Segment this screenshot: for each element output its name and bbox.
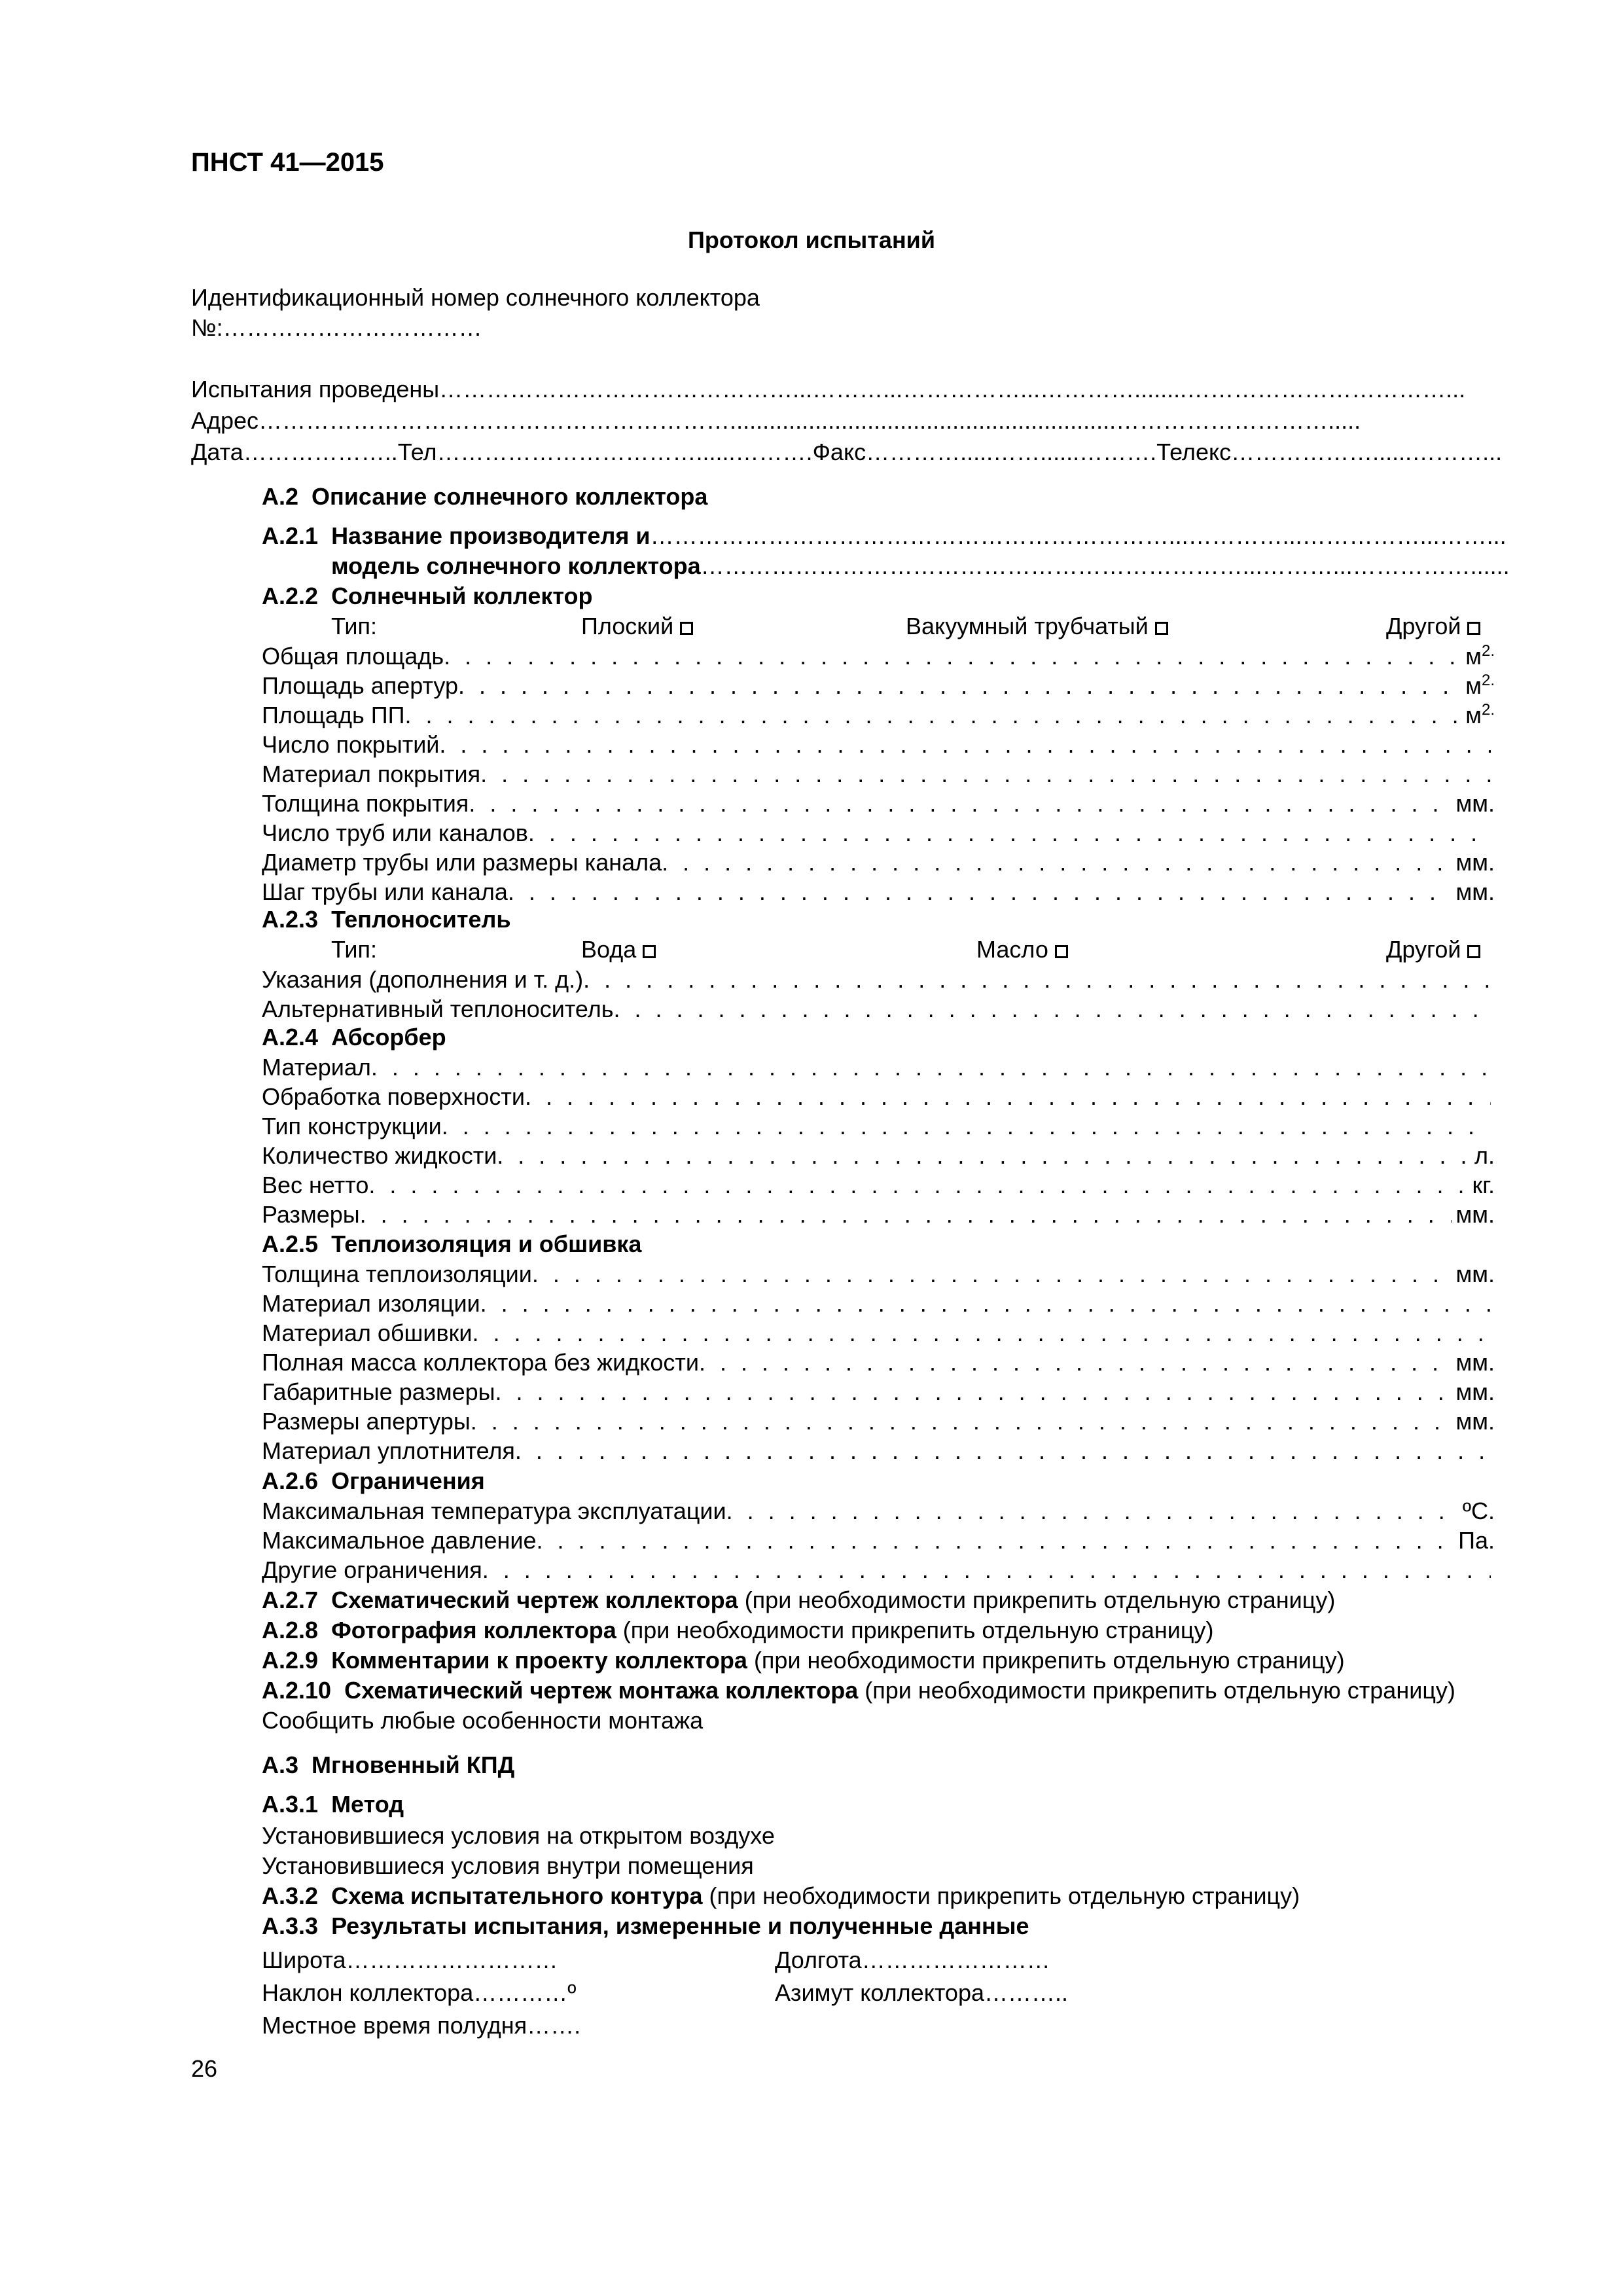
field-label: Число покрытий: [262, 731, 440, 758]
field-label: Размеры апертуры: [262, 1408, 471, 1435]
field-unit: мм.: [1455, 1261, 1495, 1287]
field-unit: мм.: [1455, 790, 1495, 817]
solar-noon-field: Местное время полудня…….: [262, 2012, 581, 2039]
form-field-row: [262, 1436, 1495, 1465]
section-a21-line1: А.2.1 Название производителя и…………………………………………………………...…………...……………...……...: [262, 522, 1507, 549]
checkbox[interactable]: [1467, 945, 1480, 958]
dot-leader[interactable]: [444, 641, 1461, 671]
fluid-water-option[interactable]: Вода: [581, 935, 656, 964]
field-label: Материал обшивки: [262, 1319, 473, 1346]
section-a27: А.2.7 Схематический чертеж коллектора (при необходимости прикрепить отдельную страницу): [262, 1587, 1336, 1613]
field-unit: мм.: [1455, 1201, 1495, 1228]
dot-leader[interactable]: [360, 1200, 1452, 1229]
ident-label: Идентификационный номер солнечного коллектора: [191, 284, 760, 311]
section-a31-heading: А.3.1 Метод: [262, 1791, 404, 1818]
page-number: 26: [191, 2055, 218, 2082]
dot-leader[interactable]: [482, 1555, 1491, 1585]
field-label: Шаг трубы или канала: [262, 878, 508, 905]
method-outdoor: Установившиеся условия на открытом воздухе: [262, 1822, 775, 1849]
date-field: Дата………………..: [191, 439, 398, 465]
field-unit: кг.: [1472, 1172, 1495, 1198]
form-field-row: [262, 877, 1495, 906]
tilt-field: Наклон коллектора…………º: [262, 1979, 577, 2006]
dot-leader[interactable]: [469, 789, 1452, 818]
longitude-field: Долгота……………………: [775, 1946, 1050, 1973]
field-label: Тип конструкции: [262, 1113, 442, 1139]
page-title: Протокол испытаний: [688, 226, 935, 253]
section-a3-heading: А.3 Мгновенный КПД: [262, 1751, 515, 1778]
field-label: Материал покрытия: [262, 761, 481, 787]
dot-leader[interactable]: [662, 848, 1452, 877]
field-label: Материал изоляции: [262, 1290, 480, 1317]
form-field-row: [262, 789, 1495, 818]
form-field-row: [262, 848, 1495, 877]
form-field-row: [262, 641, 1495, 671]
checkbox[interactable]: [1155, 622, 1168, 635]
form-field-row: [262, 1377, 1495, 1407]
fax-field: Факс………….....……......……….: [812, 439, 1157, 465]
type-flat-option[interactable]: Плоский: [581, 611, 693, 641]
form-field-row: [262, 1111, 1495, 1141]
form-field-row: [262, 1082, 1495, 1111]
type-vacuum-option[interactable]: Вакуумный трубчатый: [906, 611, 1168, 641]
section-a33-heading: А.3.3 Результаты испытания, измеренные и полученные данные: [262, 1912, 1029, 1939]
field-unit: ºC.: [1462, 1498, 1495, 1524]
fluid-oil-option[interactable]: Масло: [976, 935, 1068, 964]
section-a23-heading: А.2.3 Теплоноситель: [262, 906, 511, 933]
form-field-row: [262, 1141, 1495, 1170]
dot-leader[interactable]: [439, 730, 1491, 759]
dot-leader[interactable]: [515, 1436, 1491, 1465]
field-label: Число труб или каналов: [262, 819, 528, 846]
fluid-type-label: Тип:: [331, 936, 378, 963]
field-label: Толщина теплоизоляции: [262, 1261, 532, 1287]
form-field-row: [262, 1407, 1495, 1436]
fluid-other-option[interactable]: Другой: [1386, 935, 1480, 964]
ident-number-field: №:……………………………: [191, 314, 482, 341]
dot-leader[interactable]: [537, 1526, 1455, 1555]
section-a26-heading: А.2.6 Ограничения: [262, 1467, 485, 1494]
form-field-row: [262, 730, 1495, 759]
method-indoor: Установившиеся условия внутри помещения: [262, 1852, 754, 1879]
checkbox[interactable]: [1055, 945, 1068, 958]
form-field-row: [262, 1318, 1495, 1348]
tested-by-field: Испытания проведены………………………………………...………...……………...…………........……………………………...: [191, 376, 1466, 403]
collector-type-label: Тип:: [331, 613, 378, 639]
field-unit: $м^{2.}$: [1465, 701, 1495, 728]
field-label: Общая площадь: [262, 643, 444, 670]
form-field-row: [262, 818, 1495, 848]
form-field-row: [262, 1526, 1495, 1555]
dot-leader[interactable]: [480, 759, 1491, 789]
form-field-row: [262, 1200, 1495, 1229]
tel-field: Тел……………………………......……….: [397, 439, 813, 465]
contact-line: [191, 437, 1502, 467]
dot-leader[interactable]: [368, 1170, 1468, 1200]
checkbox[interactable]: [643, 945, 656, 958]
section-a22-heading: А.2.2 Солнечный коллектор: [262, 583, 593, 609]
section-a32: А.3.2 Схема испытательного контура (при необходимости прикрепить отдельную страницу): [262, 1882, 1300, 1909]
telex-field: Телекс………………......………...: [1156, 439, 1503, 465]
field-label: Площадь ПП: [262, 702, 405, 728]
latitude-field: Широта………………………: [262, 1946, 558, 1973]
field-unit: $м^{2.}$: [1465, 642, 1495, 670]
field-label: Вес нетто: [262, 1172, 369, 1198]
form-field-row: [262, 759, 1495, 789]
field-unit: мм.: [1455, 878, 1495, 905]
section-a2-heading: А.2 Описание солнечного коллектора: [262, 483, 708, 510]
form-field-row: [262, 1289, 1495, 1318]
dot-leader[interactable]: [532, 1259, 1452, 1289]
dot-leader[interactable]: [404, 700, 1461, 730]
field-label: Габаритные размеры: [262, 1378, 495, 1405]
dot-leader[interactable]: [458, 671, 1461, 700]
field-label: Указания (дополнения и т. д.): [262, 966, 584, 993]
address-field: Адрес……………………………………………………...........................................................……………………….....: [191, 407, 1361, 434]
section-a29: А.2.9 Комментарии к проекту коллектора (при необходимости прикрепить отдельную страницу): [262, 1647, 1345, 1674]
dot-leader[interactable]: [495, 1377, 1452, 1407]
dot-leader[interactable]: [699, 1348, 1452, 1377]
dot-leader[interactable]: [497, 1141, 1471, 1170]
form-field-row: [262, 671, 1495, 700]
field-label: Максимальная температура эксплуатации: [262, 1498, 726, 1524]
dot-leader[interactable]: [508, 877, 1452, 906]
form-field-row: [262, 1555, 1495, 1585]
form-field-row: [262, 1052, 1495, 1082]
section-a25-heading: А.2.5 Теплоизоляция и обшивка: [262, 1230, 642, 1257]
form-field-row: [262, 994, 1495, 1024]
section-a21-line2: модель солнечного коллектора……………………………………………………………...………...……………......: [331, 552, 1510, 579]
field-unit: мм.: [1455, 849, 1495, 876]
mount-note: Сообщить любые особенности монтажа: [262, 1707, 704, 1734]
dot-leader[interactable]: [371, 1052, 1491, 1082]
dot-leader[interactable]: [473, 1318, 1491, 1348]
form-field-row: [262, 700, 1495, 730]
azimuth-field: Азимут коллектора………..: [775, 1979, 1068, 2006]
form-field-row: [262, 965, 1495, 994]
document-code: ПНСТ 41—2015: [191, 148, 384, 177]
field-label: Материал уплотнителя: [262, 1437, 515, 1464]
field-label: Толщина покрытия: [262, 790, 469, 817]
field-unit: мм.: [1455, 1378, 1495, 1405]
dot-leader[interactable]: [726, 1496, 1459, 1526]
field-unit: мм.: [1455, 1349, 1495, 1376]
field-label: Площадь апертур: [262, 672, 458, 699]
dot-leader[interactable]: [525, 1082, 1491, 1111]
form-field-row: [262, 1170, 1495, 1200]
field-label: Материал: [262, 1054, 371, 1081]
field-label: Полная масса коллектора без жидкости: [262, 1349, 699, 1376]
checkbox[interactable]: [1467, 622, 1480, 635]
section-a24-heading: А.2.4 Абсорбер: [262, 1024, 446, 1050]
type-other-option[interactable]: Другой: [1386, 611, 1480, 641]
field-unit: мм.: [1455, 1408, 1495, 1435]
field-unit: л.: [1474, 1142, 1495, 1169]
form-field-row: [262, 1496, 1495, 1526]
field-unit: $м^{2.}$: [1465, 672, 1495, 699]
form-field-row: [262, 1259, 1495, 1289]
dot-leader[interactable]: [528, 818, 1491, 848]
field-label: Количество жидкости: [262, 1142, 497, 1169]
section-a28: А.2.8 Фотография коллектора (при необходимости прикрепить отдельную страницу): [262, 1617, 1214, 1643]
field-unit: Па.: [1458, 1527, 1495, 1554]
field-label: Размеры: [262, 1201, 360, 1228]
dot-leader[interactable]: [480, 1289, 1491, 1318]
field-label: Обработка поверхности: [262, 1083, 525, 1110]
field-label: Другие ограничения: [262, 1556, 482, 1583]
dot-leader[interactable]: [583, 965, 1491, 994]
section-a210: А.2.10 Схематический чертеж монтажа коллектора (при необходимости прикрепить отдельную страницу): [262, 1677, 1455, 1704]
dot-leader[interactable]: [471, 1407, 1452, 1436]
field-label: Диаметр трубы или размеры канала: [262, 849, 662, 876]
dot-leader[interactable]: [614, 994, 1491, 1024]
form-field-row: [262, 1348, 1495, 1377]
dot-leader[interactable]: [442, 1111, 1491, 1141]
field-label: Максимальное давление: [262, 1527, 537, 1554]
field-label: Альтернативный теплоноситель: [262, 996, 614, 1022]
checkbox[interactable]: [680, 622, 693, 635]
